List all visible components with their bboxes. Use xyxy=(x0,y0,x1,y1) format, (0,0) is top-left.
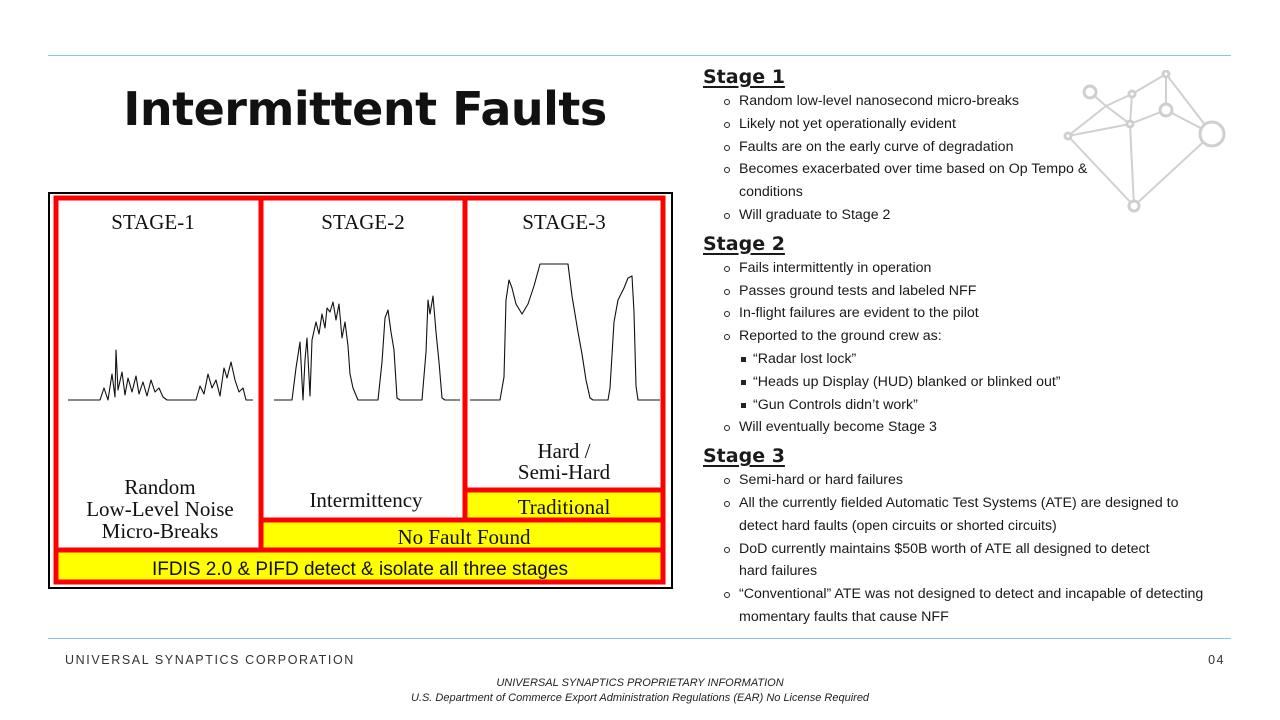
stage-1-bullet: Faults are on the early curve of degradation xyxy=(703,136,1223,159)
stage3-label: STAGE-3 xyxy=(522,210,606,234)
stage-2-sub-bullet: “Heads up Display (HUD) blanked or blinked out” xyxy=(703,371,1223,394)
stage-1-heading: Stage 1 xyxy=(703,66,785,88)
stage-2-bullet: Fails intermittently in operation xyxy=(703,257,1223,280)
page-number: 04 xyxy=(1208,653,1225,667)
stage-2-bullet: Reported to the ground crew as: xyxy=(703,325,1223,348)
stage1-caption-1: Random xyxy=(124,475,196,499)
stage-2-heading: Stage 2 xyxy=(703,232,785,255)
stage-1-bullet: Becomes exacerbated over time based on Op Tempo & conditions xyxy=(703,158,1139,204)
stage-3-bullet: DoD currently maintains $50B worth of ATE all designed to detect hard failures xyxy=(703,538,1179,584)
stage-1-bullet: Will graduate to Stage 2 xyxy=(703,204,1223,227)
stage-1-bullet: Random low-level nanosecond micro-breaks xyxy=(703,90,1223,113)
stage3-caption-2: Semi-Hard xyxy=(517,460,611,484)
stage-2-bullet: In-flight failures are evident to the pilot xyxy=(703,302,1223,325)
network-graph-icon xyxy=(1060,70,1235,220)
traditional-label: Traditional xyxy=(517,495,611,519)
stage-2-sub-bullet: “Gun Controls didn’t work” xyxy=(703,394,1223,417)
footer-company: UNIVERSAL SYNAPTICS CORPORATION xyxy=(65,653,355,667)
bottom-rule xyxy=(48,638,1231,639)
stage1-caption-2: Low-Level Noise xyxy=(86,497,234,521)
stage3-caption-1: Hard / xyxy=(537,439,591,463)
stage1-caption-3: Micro-Breaks xyxy=(101,519,219,543)
stage2-label: STAGE-2 xyxy=(321,210,405,234)
stage-3-heading: Stage 3 xyxy=(703,445,785,468)
top-rule xyxy=(48,55,1231,56)
stage-3-bullet: Semi-hard or hard failures xyxy=(703,469,1223,492)
proprietary-notice: UNIVERSAL SYNAPTICS PROPRIETARY INFORMATION xyxy=(496,677,784,689)
nff-label: No Fault Found xyxy=(397,525,531,549)
page-title: Intermittent Faults xyxy=(123,82,607,136)
stages-diagram xyxy=(48,192,673,589)
stage2-caption: Intermittency xyxy=(309,488,423,512)
stage-2-bullet: Will eventually become Stage 3 xyxy=(703,416,1223,439)
ear-notice: U.S. Department of Commerce Export Administration Regulations (EAR) No License Required xyxy=(410,692,870,704)
bottom-banner-label: IFDIS 2.0 & PIFD detect & isolate all three stages xyxy=(151,559,569,580)
stage-2-bullet: Passes ground tests and labeled NFF xyxy=(703,280,1223,303)
stage-3-bullet: “Conventional” ATE was not designed to detect and incapable of detecting momentary faults that cause NFF xyxy=(703,583,1209,629)
stage1-label: STAGE-1 xyxy=(111,210,195,234)
stage-3-section xyxy=(703,443,1223,629)
stage-2-sub-bullet: “Radar lost lock” xyxy=(703,348,1223,371)
stage-1-bullet: Likely not yet operationally evident xyxy=(703,113,1223,136)
stage-2-section xyxy=(703,231,1223,439)
stage-3-bullet: All the currently fielded Automatic Test Systems (ATE) are designed to detect hard faults (open circuits or shorted circuits) xyxy=(703,492,1209,538)
